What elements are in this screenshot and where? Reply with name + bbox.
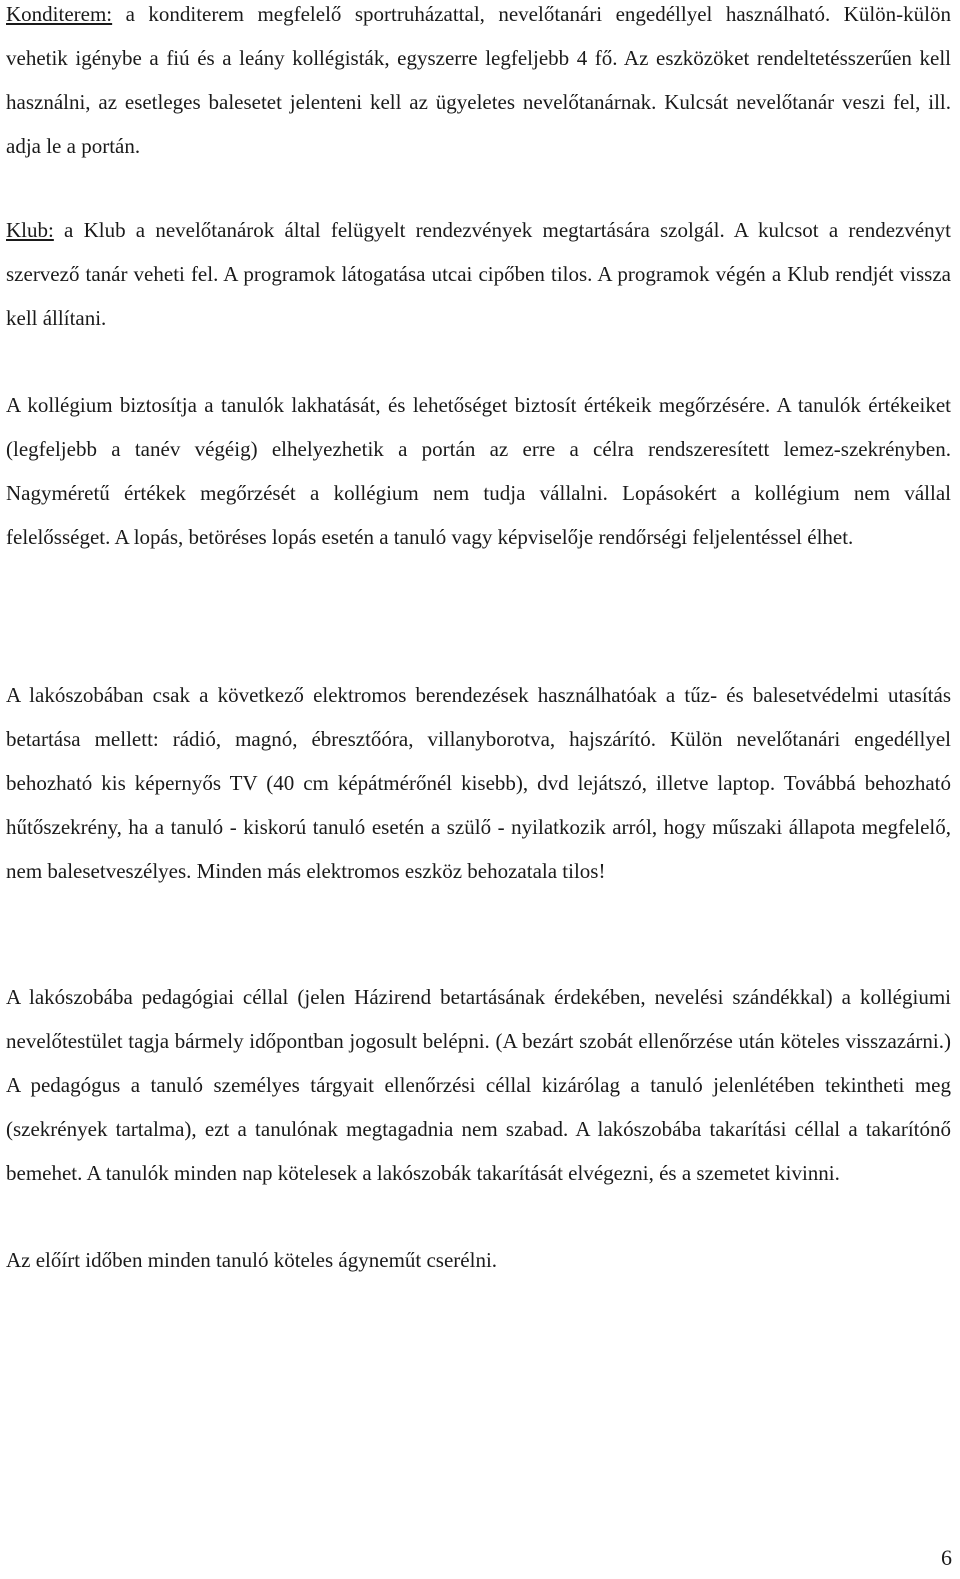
paragraph-konditerem — [6, 0, 951, 168]
paragraph-lakoszoba-belepes: A lakószobába pedagógiai céllal (jelen Házirend betartásának érdekében, nevelési szándékkal) a kollégiumi nevelőtestület tagja bármely időpontban jogosult belépni. (A bezárt szobát ellenőrzése után köteles visszazárni.) A pedagógus a tanuló személyes tárgyait ellenőrzési céllal kizárólag a tanuló jelenlétében tekintheti meg (szekrények tartalma), ezt a tanulónak megtagadnia nem szabad. A lakószobába takarítási céllal a takarítónő bemehet. A tanulók minden nap kötelesek a lakószobák takarítását elvégezni, és a szemetet kivinni. — [6, 985, 951, 1185]
paragraph-lead-konditerem: Konditerem: — [6, 2, 113, 26]
paragraph-ertekek: A kollégium biztosítja a tanulók lakhatását, és lehetőséget biztosít értékeik megőrzésére. A tanulók értékeiket (legfeljebb a tanév végéig) elhelyezhetik a portán az erre a célra rendszeresített lemez-szekrényben. Nagyméretű értékek megőrzését a kollégium nem tudja vállalni. Lopásokért a kollégium nem vállal felelősséget. A lopás, betöréses lopás esetén a tanuló vagy képviselője rendőrségi feljelentéssel élhet. — [6, 393, 951, 549]
paragraph-agynemu: Az előírt időben minden tanuló köteles ágyneműt cserélni. — [6, 1248, 498, 1272]
paragraph-text-klub: a Klub a nevelőtanárok által felügyelt rendezvények megtartására szolgál. A kulcsot a rendezvényt szervező tanár veheti fel. A programok látogatása utcai cipőben tilos. A programok végén a Klub rendjét vissza kell állítani. — [6, 218, 951, 330]
paragraph-elektromos-berendezesek: A lakószobában csak a következő elektromos berendezések használhatóak a tűz- és balesetvédelmi utasítás betartása mellett: rádió, magnó, ébresztőóra, villanyborotva, hajszárító. Külön nevelőtanári engedéllyel behozható kis képernyős TV (40 cm képátmérőnél kisebb), dvd lejátszó, illetve laptop. Továbbá behozható hűtőszekrény, ha a tanuló - kiskorú tanuló esetén a szülő - nyilatkozik arról, hogy műszaki állapota megfelelő, nem balesetveszélyes. Minden más elektromos eszköz behozatala tilos! — [6, 683, 951, 883]
paragraph-klub — [6, 208, 951, 340]
paragraph-text-konditerem: a konditerem megfelelő sportruházattal, nevelőtanári engedéllyel használható. Külön-külön vehetik igénybe a fiú és a leány kollégisták, egyszerre legfeljebb 4 fő. Az eszközöket rendeltetésszerűen kell használni, az esetleges balesetet jelenteni kell az ügyeletes nevelőtanárnak. Kulcsát nevelőtanár veszi fel, ill. adja le a portán. — [6, 2, 951, 158]
page-number: 6 — [941, 1545, 952, 1570]
paragraph-lead-klub: Klub: — [6, 218, 54, 242]
